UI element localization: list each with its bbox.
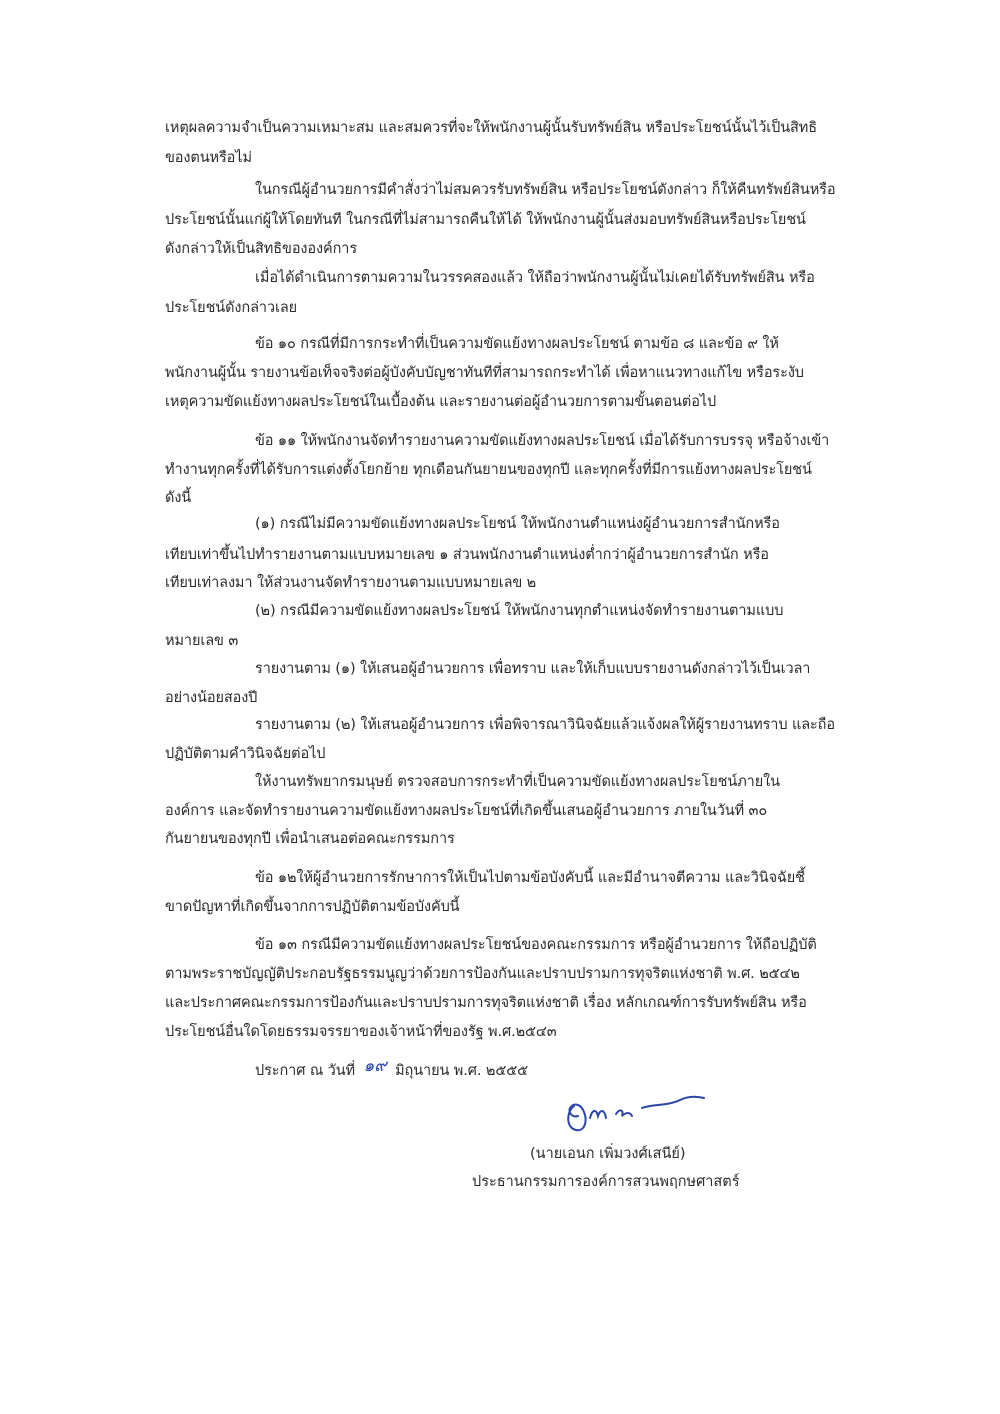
text-line: เทียบเท่าลงมา ให้ส่วนงานจัดทำรายงานตามแบบหมายเลข ๒ [165, 575, 537, 591]
signatory-position: ประธานกรรมการองค์การสวนพฤกษศาสตร์ [472, 1174, 740, 1190]
text-line: ดังนี้ [165, 490, 192, 506]
announcement-date-line [255, 1056, 528, 1081]
text-line: ประโยชน์นั้นแก่ผู้ให้โดยทันที ในกรณีที่ไม่สามารถคืนให้ได้ ให้พนักงานผู้นั้นส่งมอบทรัพย์สินหรือประโยชน์ [165, 212, 806, 228]
text-line: ประโยชน์ดังกล่าวเลย [165, 300, 298, 316]
announcement-month-year: มิถุนายน พ.ศ. ๒๕๕๕ [395, 1063, 528, 1079]
text-line: หมายเลข ๓ [165, 633, 239, 649]
text-line: เมื่อได้ดำเนินการตามความในวรรคสองแล้ว ให้ถือว่าพนักงานผู้นั้นไม่เคยได้รับทรัพย์สิน หรือ [255, 270, 815, 286]
announcement-prefix: ประกาศ ณ วันที่ [255, 1063, 355, 1079]
text-line: ขาดปัญหาที่เกิดขึ้นจากการปฏิบัติตามข้อบังคับนี้ [165, 899, 460, 915]
text-line: ข้อ ๑๑ ให้พนักงานจัดทำรายงานความขัดแย้งทางผลประโยชน์ เมื่อได้รับการบรรจุ หรือจ้างเข้า [255, 433, 830, 449]
text-line: ของตนหรือไม่ [165, 150, 252, 166]
text-line: (๒) กรณีมีความขัดแย้งทางผลประโยชน์ ให้พนักงานทุกตำแหน่งจัดทำรายงานตามแบบ [255, 603, 784, 619]
text-line: ดังกล่าวให้เป็นสิทธิขององค์การ [165, 241, 358, 257]
text-line: ในกรณีผู้อำนวยการมีคำสั่งว่าไม่สมควรรับทรัพย์สิน หรือประโยชน์ดังกล่าว ก็ให้คืนทรัพย์สินหรือ [255, 182, 836, 198]
text-line: อย่างน้อยสองปี [165, 690, 258, 706]
text-line: เหตุผลความจำเป็นความเหมาะสม และสมควรที่จะให้พนักงานผู้นั้นรับทรัพย์สิน หรือประโยชน์นั้นไว้เป็นสิทธิ [165, 120, 817, 136]
text-line: ประโยชน์อื่นใดโดยธรรมจรรยาของเจ้าหน้าที่ของรัฐ พ.ศ.๒๕๔๓ [165, 1024, 557, 1040]
text-line: ข้อ ๑๓ กรณีมีความขัดแย้งทางผลประโยชน์ของคณะกรรมการ หรือผู้อำนวยการ ให้ถือปฏิบัติ [255, 937, 817, 953]
text-line: รายงานตาม (๑) ให้เสนอผู้อำนวยการ เพื่อทราบ และให้เก็บแบบรายงานดังกล่าวไว้เป็นเวลา [255, 661, 811, 677]
text-line: ข้อ ๑๒ให้ผู้อำนวยการรักษาการให้เป็นไปตามข้อบังคับนี้ และมีอำนาจตีความ และวินิจฉัยชี้ [255, 870, 805, 886]
text-line: (๑) กรณีไม่มีความขัดแย้งทางผลประโยชน์ ให้พนักงานตำแหน่งผู้อำนวยการสำนักหรือ [255, 516, 780, 532]
text-line: รายงานตาม (๒) ให้เสนอผู้อำนวยการ เพื่อพิจารณาวินิจฉัยแล้วแจ้งผลให้ผู้รายงานทราบ และถือ [255, 717, 835, 733]
handwritten-signature [560, 1088, 710, 1134]
text-line: กันยายนของทุกปี เพื่อนำเสนอต่อคณะกรรมการ [165, 831, 455, 847]
handwritten-day: ๑๙ [363, 1056, 387, 1076]
text-line: ปฏิบัติตามคำวินิจฉัยต่อไป [165, 746, 326, 762]
text-line: องค์การ และจัดทำรายงานความขัดแย้งทางผลประโยชน์ที่เกิดขึ้นเสนอผู้อำนวยการ ภายในวันที่ ๓๐ [165, 803, 768, 819]
text-line: และประกาศคณะกรรมการป้องกันและปราบปรามการทุจริตแห่งชาติ เรื่อง หลักเกณฑ์การรับทรัพย์สิน หรือ [165, 995, 807, 1011]
text-line: เหตุความขัดแย้งทางผลประโยชน์ในเบื้องต้น และรายงานต่อผู้อำนวยการตามขั้นตอนต่อไป [165, 394, 717, 410]
text-line: ตามพระราชบัญญัติประกอบรัฐธรรมนูญว่าด้วยการป้องกันและปราบปรามการทุจริตแห่งชาติ พ.ศ. ๒๕๔๒ [165, 966, 800, 982]
text-line: พนักงานผู้นั้น รายงานข้อเท็จจริงต่อผู้บังคับบัญชาทันทีที่สามารถกระทำได้ เพื่อหาแนวทางแก้ไข หรือระงับ [165, 365, 804, 381]
signatory-name: (นายเอนก เพิ่มวงศ์เสนีย์) [530, 1146, 686, 1162]
text-line: ทำงานทุกครั้งที่ได้รับการแต่งตั้งโยกย้าย ทุกเดือนกันยายนของทุกปี และทุกครั้งที่มีการแย้งทางผลประโยชน์ [165, 462, 812, 478]
text-line: ข้อ ๑๐ กรณีที่มีการกระทำที่เป็นความขัดแย้งทางผลประโยชน์ ตามข้อ ๘ และข้อ ๙ ให้ [255, 336, 779, 352]
text-line: ให้งานทรัพยากรมนุษย์ ตรวจสอบการกระทำที่เป็นความขัดแย้งทางผลประโยชน์ภายใน [255, 774, 780, 790]
text-line: เทียบเท่าขึ้นไปทำรายงานตามแบบหมายเลข ๑ ส่วนพนักงานตำแหน่งต่ำกว่าผู้อำนวยการสำนัก หรือ [165, 547, 769, 563]
